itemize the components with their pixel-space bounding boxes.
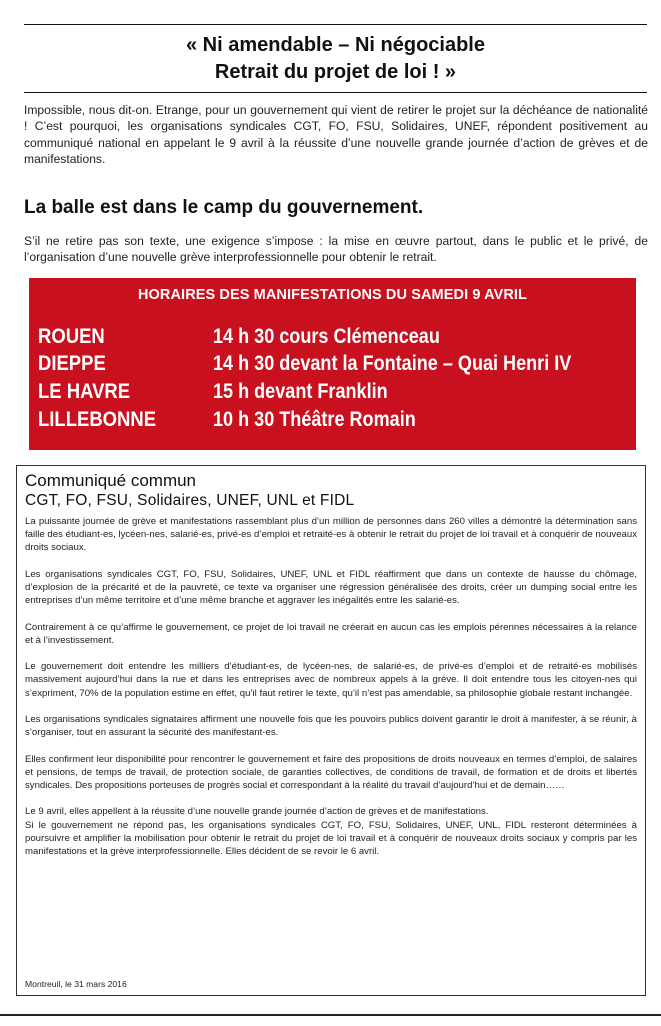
- statement-paragraph: Les organisations syndicales CGT, FO, FSU, Solidaires, UNEF, UNL et FIDL réaffirment que dans un contexte de hausse du chômage, d’explosion de la précarité et de la pauvreté, ce texte va organiser une régression généralisée des droits, créer un dumping social entre les entreprises d’un même territoire et d’une même branche et aggraver les inégalités entre les salarié-es.: [25, 568, 637, 607]
- schedule-detail: 14 h 30 cours Clémenceau: [213, 325, 440, 348]
- schedule-detail: 15 h devant Franklin: [213, 380, 388, 403]
- section-heading: La balle est dans le camp du gouvernement.: [24, 197, 424, 218]
- schedule-city: LILLEBONNE: [38, 408, 157, 431]
- schedule-heading: HORAIRES DES MANIFESTATIONS DU SAMEDI 9 AVRIL: [137, 287, 528, 303]
- title-line-2: Retrait du projet de loi ! »: [214, 61, 457, 83]
- schedule-city: ROUEN: [38, 325, 105, 348]
- top-rule: [24, 24, 647, 25]
- statement-paragraph: Contrairement à ce qu’affirme le gouvernement, ce projet de loi travail ne créerait en aucun cas les emplois pérennes nécessaires à la relance et à l’investissement.: [25, 621, 637, 646]
- statement-organisations: CGT, FO, FSU, Solidaires, UNEF, UNL et FIDL: [25, 492, 355, 509]
- schedule-city: DIEPPE: [38, 352, 106, 375]
- statement-title: Communiqué commun: [25, 471, 197, 490]
- statement-paragraph: La puissante journée de grève et manifestations rassemblant plus d’un million de personnes dans 260 villes a démontré la détermination sans faille des étudiant-es, lycéen-nes, salarié-es, privé-es d’emploi et retraité-es à obtenir le retrait du projet de loi travail et à conquérir de nouveaux droits sociaux.: [25, 516, 637, 554]
- statement-paragraph: Elles confirment leur disponibilité pour rencontrer le gouvernement et faire des propositions de droits nouveaux en termes d’emploi, de salaires et pensions, de temps de travail, de protection sociale, de garanties collectives, de conditions de travail, de formation et de droits et libertés syndicales. Des propositions porteuses de progrès social et correspondant à la réalité du travail d’aujourd’hui et de demain……: [25, 753, 637, 791]
- page-title: [24, 32, 647, 86]
- intro-paragraph: Impossible, nous dit-on. Etrange, pour un gouvernement qui vient de retirer le projet sur la déchéance de nationalité ! C’est pourquoi, les organisations syndicales CGT, FO, FSU, Solidaires, UNEF, répondent positivement au communiqué national en appelant le 9 avril à la réussite d’une nouvelle grande journée d’action de grèves et de manifestations.: [24, 103, 648, 167]
- statement-paragraph: Si le gouvernement ne répond pas, les organisations syndicales CGT, FO, FSU, Solidaires, UNEF, UNL, FIDL resteront déterminées à poursuivre et amplifier la mobilisation pour obtenir le retrait du projet de loi travail et à conquérir de nouveaux droits sociaux y compris par les manifestations et la grève interprofessionnelle. Elles décident de se revoir le 6 avril.: [25, 819, 637, 857]
- statement-paragraph: Les organisations syndicales signataires affirment une nouvelle fois que les pouvoirs publics doivent garantir le droit à manifester, à se réunir, à s’organiser, tout en assurant la sécurité des manifestant-es.: [25, 713, 637, 739]
- statement-signature: Montreuil, le 31 mars 2016: [25, 979, 127, 989]
- statement-body: [25, 515, 637, 871]
- title-line-1: « Ni amendable – Ni négociable: [186, 34, 485, 56]
- schedule-detail: 10 h 30 Théâtre Romain: [213, 408, 416, 431]
- schedule-box: [29, 278, 636, 450]
- statement-paragraph: Le gouvernement doit entendre les milliers d’étudiant-es, de lycéen-nes, de salarié-es, de privé-es d’emploi et de retraité-es mobilisés massivement aujourd’hui dans la rue et dans les entreprises avec de nombreux appels à la grève. Il doit entendre tous les citoyen-nes qui s’expriment, 70% de la population estime en effet, qu’il faut retirer le texte, qu’il n’est pas amendable, sa philosophie globale restant inchangée.: [25, 661, 637, 699]
- schedule-detail: 14 h 30 devant la Fontaine – Quai Henri IV: [213, 352, 572, 375]
- joint-statement-box: [16, 465, 646, 996]
- statement-paragraph: Le 9 avril, elles appellent à la réussite d’une nouvelle grande journée d’action de grèves et de manifestations.: [25, 806, 489, 818]
- schedule-city: LE HAVRE: [38, 380, 131, 403]
- title-rule: [24, 92, 647, 93]
- bottom-rule: [0, 1014, 661, 1026]
- demand-paragraph: S’il ne retire pas son texte, une exigence s’impose : la mise en œuvre partout, dans le public et le privé, de l’organisation d’une nouvelle grève interprofessionnelle pour obtenir le retrait.: [24, 234, 648, 265]
